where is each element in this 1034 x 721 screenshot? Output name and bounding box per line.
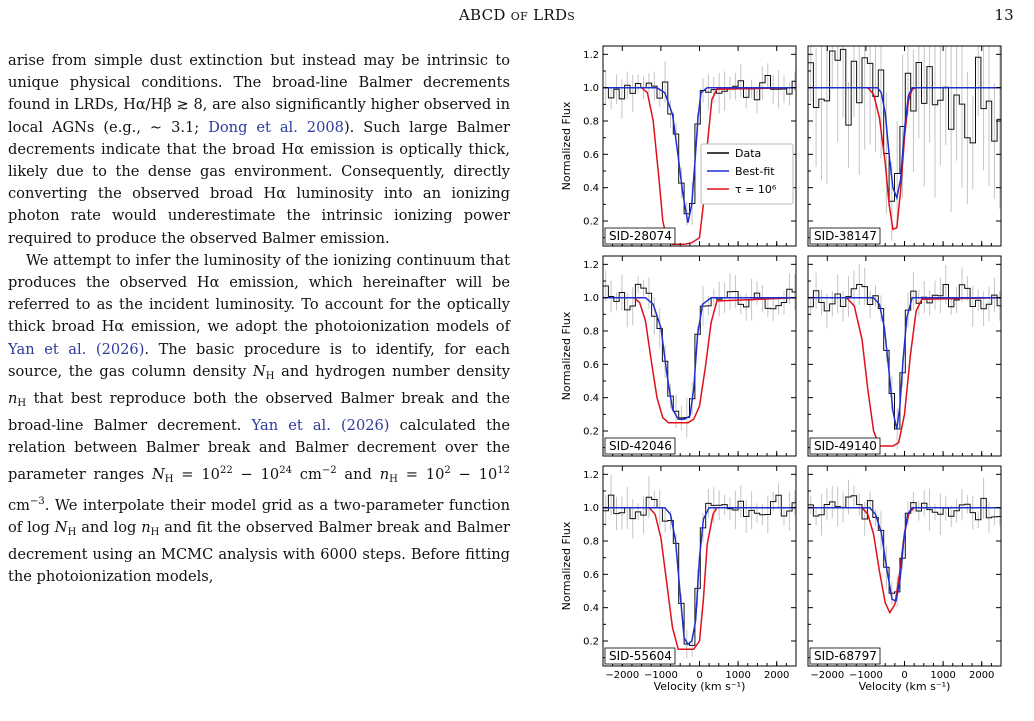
text-run: and hydrogen number density (274, 362, 510, 380)
superscript: 22 (219, 464, 233, 476)
tau-model-line (808, 298, 1001, 446)
y-tick-label: 0.2 (583, 216, 599, 228)
y-tick-label: 0.8 (583, 116, 599, 128)
tau-model-line (603, 298, 796, 423)
x-axis-label: Velocity (km s⁻¹) (653, 680, 746, 693)
x-tick-label: 2000 (968, 670, 995, 681)
x-tick-label: −2000 (605, 670, 640, 681)
text-run: arise from simple dust extinction but instead may be intrinsic to unique physical conditions. The broad-line Balmer decrements found in LRDs, Hα/Hβ ≳ 8, are also significantly higher observed in local AGNs (e.g., ∼ 3.1; (8, 52, 510, 136)
y-tick-label: 0.2 (583, 426, 599, 438)
y-tick-label: 0.4 (583, 183, 599, 195)
text-run: We attempt to infer the luminosity of the ionizing continuum that produces the observed Hα emission, which hereinafter will be referred to as the incident luminosity. To account for the optically thick broad Hα emission, we adopt the photoionization models of (8, 251, 510, 336)
y-tick-label: 1.0 (583, 83, 599, 95)
plot-area (808, 0, 1003, 241)
y-tick-label: 1.0 (583, 503, 599, 515)
running-head: ABCD of LRDs (458, 6, 576, 24)
spectrum-panel (808, 256, 1003, 456)
panel-label: SID-55604 (609, 649, 672, 663)
superscript: 2 (444, 464, 451, 476)
text-run: cm (8, 496, 31, 514)
y-axis-label: Normalized Flux (560, 101, 573, 191)
x-tick-label: −2000 (810, 670, 845, 681)
superscript: −3 (30, 495, 45, 507)
subscript: H (17, 398, 27, 410)
y-tick-label: 0.2 (583, 636, 599, 648)
x-tick-label: 0 (901, 670, 908, 681)
text-run: − 10 (232, 465, 280, 483)
y-tick-label: 1.0 (583, 293, 599, 305)
y-tick-label: 0.4 (583, 603, 599, 615)
legend-label: Data (735, 147, 762, 160)
math-symbol: N (54, 519, 68, 537)
legend-label: Best-fit (735, 165, 775, 178)
panel-label: SID-38147 (814, 229, 877, 243)
plot-area (808, 264, 1003, 449)
y-tick-label: 1.2 (583, 469, 599, 481)
panel-frame (808, 466, 1001, 666)
legend-label: τ = 10⁶ (735, 183, 777, 196)
superscript: 12 (497, 464, 511, 476)
y-tick-label: 0.8 (583, 536, 599, 548)
tau-model-line (808, 88, 1001, 230)
text-run: = 10 (173, 465, 220, 483)
citation-link[interactable]: Yan et al. (2026) (8, 340, 145, 358)
text-run: and (336, 465, 380, 483)
math-symbol: N (151, 465, 165, 483)
best-fit-line (808, 508, 1001, 601)
text-run: = 10 (397, 465, 445, 483)
subscript: H (67, 527, 77, 539)
x-tick-label: 1000 (930, 670, 956, 681)
x-tick-label: 1000 (725, 670, 751, 681)
y-tick-label: 0.6 (583, 149, 599, 161)
panel-label: SID-68797 (814, 649, 877, 663)
y-tick-label: 1.2 (583, 259, 599, 271)
text-run: ). Such large Balmer decrements indicate that the broad Hα emission is optically thick, likely due to the dense gas environment. Consequently, directly converting the observed broad Hα luminosity into an ionizing photon rate would underestimate the intrinsic ionizing power required to produce the observed Balmer emission. (8, 118, 510, 247)
text-run: that best reproduce both the observed Balmer break and the broad-line Balmer decrement. (8, 390, 510, 435)
superscript: −2 (321, 464, 337, 476)
subscript: H (150, 527, 160, 539)
page-number: 13 (994, 6, 1014, 24)
panel-frame (603, 256, 796, 456)
y-tick-label: 1.2 (583, 49, 599, 61)
text-run: calculated the relation between Balmer break and Balmer decrement over the parameter ranges (8, 417, 510, 483)
text-run: . We interpolate their model grid as a two-parameter function of log (8, 496, 510, 537)
y-tick-label: 0.6 (583, 359, 599, 371)
text-run: . The basic procedure is to identify, for each source, the gas column density (8, 340, 510, 380)
plot-area (808, 478, 1003, 613)
text-run: and fit the observed Balmer break and Balmer decrement using an MCMC analysis with 6000 steps. Before fitting the photoionization models, (8, 519, 510, 586)
x-axis-label: Velocity (km s⁻¹) (858, 680, 951, 693)
spectrum-panel (560, 256, 798, 456)
text-run: − 10 (450, 465, 498, 483)
panel-label: SID-49140 (814, 439, 877, 453)
y-tick-label: 0.6 (583, 569, 599, 581)
x-tick-label: 2000 (763, 670, 790, 681)
y-tick-label: 0.8 (583, 326, 599, 338)
spectrum-panel (560, 46, 798, 246)
tau-model-line (603, 508, 796, 650)
plot-area (603, 270, 798, 437)
data-spectrum-line (603, 495, 798, 645)
subscript: H (389, 473, 398, 485)
spectrum-panel (560, 466, 798, 693)
y-axis-label: Normalized Flux (560, 311, 573, 401)
math-symbol: n (8, 390, 18, 408)
citation-link[interactable]: Yan et al. (2026) (251, 417, 390, 435)
y-tick-label: 0.4 (583, 393, 599, 405)
panel-label: SID-42046 (609, 439, 672, 453)
subscript: H (265, 370, 275, 382)
superscript: 24 (279, 464, 292, 476)
citation-link[interactable]: Dong et al. 2008 (208, 118, 344, 136)
y-axis-label: Normalized Flux (560, 521, 573, 611)
x-tick-label: 0 (696, 670, 703, 681)
tau-model-line (808, 508, 1001, 613)
x-tick-label: −1000 (848, 670, 883, 681)
plot-area (603, 475, 798, 659)
math-symbol: N (252, 362, 266, 380)
spectrum-panel (808, 466, 1003, 693)
panel-frame (808, 256, 1001, 456)
subscript: H (164, 473, 174, 485)
x-tick-label: −1000 (643, 670, 678, 681)
panel-label: SID-28074 (609, 229, 672, 243)
data-spectrum-line (808, 496, 1003, 593)
spectrum-panel (808, 0, 1003, 246)
math-symbol: n (379, 465, 390, 483)
error-bars (606, 270, 795, 437)
text-run: and log (76, 519, 142, 537)
text-run: cm (291, 465, 322, 483)
math-symbol: n (141, 519, 151, 537)
best-fit-line (603, 508, 796, 645)
